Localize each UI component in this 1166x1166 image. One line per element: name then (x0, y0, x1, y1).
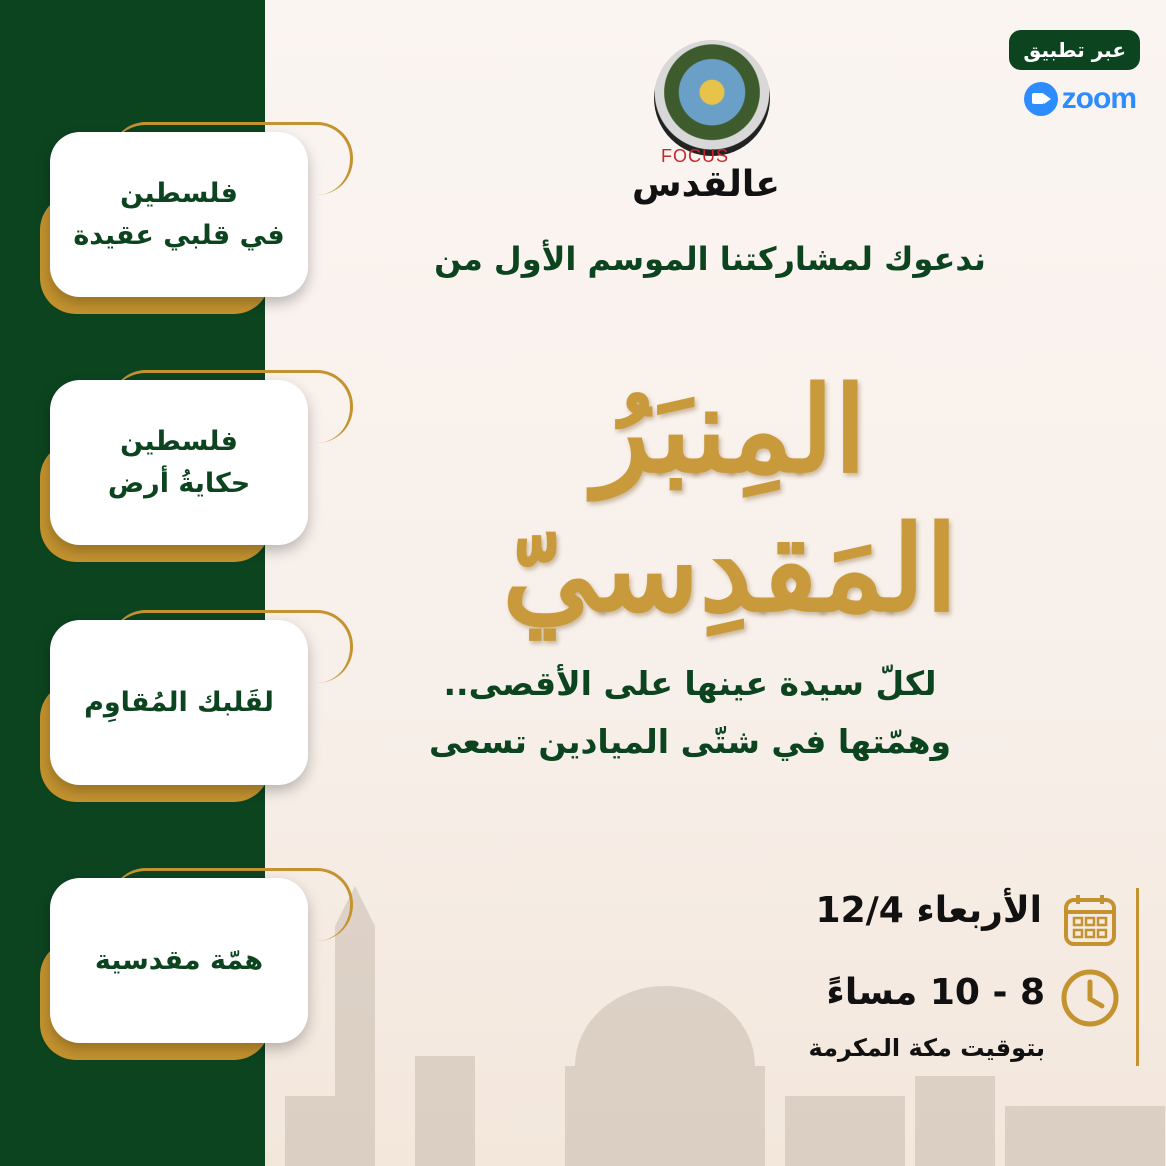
logo-focus-text: FOCUS (661, 146, 729, 166)
card-line-1: همّة مقدسية (94, 944, 264, 976)
dome-of-rock-emblem-icon (654, 40, 770, 156)
card-line-1: فلسطين (120, 177, 238, 209)
app-badge: عبر تطبيق (1009, 30, 1140, 70)
invite-heading: ندعوك لمشاركتنا الموسم الأول من (434, 240, 986, 278)
zoom-camera-icon (1024, 82, 1058, 116)
event-timezone: بتوقيت مكة المكرمة (808, 1034, 1045, 1062)
topic-card-1 (40, 122, 320, 302)
zoom-logo (1024, 82, 1136, 116)
card-line-2: في قلبي عقيدة (73, 219, 285, 251)
card-line-1: فلسطين (120, 425, 238, 457)
clock-icon (1060, 968, 1120, 1028)
logo-name-text: عالقدس (631, 164, 780, 205)
card-body (50, 878, 308, 1043)
card-line-2: حكايةُ أرض (107, 467, 251, 499)
schedule-divider (1136, 888, 1139, 1066)
card-body (50, 132, 308, 297)
tagline-line-1: لكلّ سيدة عينها على الأقصى.. (443, 664, 937, 703)
zoom-wordmark: zoom (1061, 82, 1136, 115)
topic-card-3 (40, 610, 320, 790)
card-body (50, 380, 308, 545)
event-time: 8 - 10 مساءً (826, 972, 1045, 1013)
tagline-line-2: وهمّتها في شتّى الميادين تسعى (428, 722, 952, 761)
card-body (50, 620, 308, 785)
program-title: المِنبَرُ المَقدِسيّ (502, 360, 958, 638)
topic-card-4 (40, 868, 320, 1048)
calendar-icon (1062, 892, 1118, 948)
organization-logo (631, 36, 790, 216)
topic-card-2 (40, 370, 320, 550)
card-line-1: لقَلبك المُقاوِم (84, 686, 274, 718)
event-date: الأربعاء 12/4 (815, 890, 1042, 931)
